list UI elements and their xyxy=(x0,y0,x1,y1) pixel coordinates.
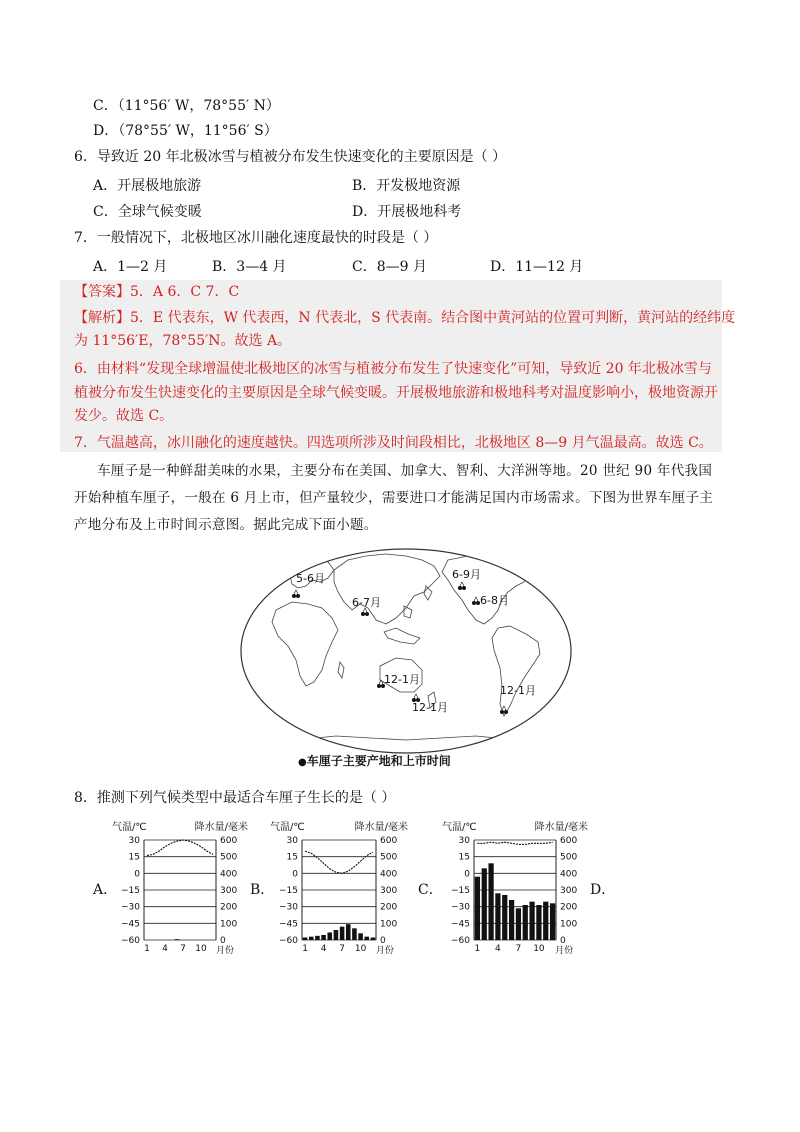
month-tick-label: 1 xyxy=(474,944,481,954)
precip-bar xyxy=(175,939,179,940)
precip-bar xyxy=(309,937,314,940)
passage-line-3: 产地分布及上市时间示意图。据此完成下面小题。 xyxy=(74,517,378,533)
answer-line: 【答案】5．A 6．C 7．C xyxy=(74,284,240,300)
month-tick-label: 10 xyxy=(195,944,207,954)
q6-stem: 6．导致近 20 年北极冰雪与植被分布发生快速变化的主要原因是（ ） xyxy=(74,149,507,165)
precip-bar xyxy=(543,902,548,940)
q8-option-c: C． xyxy=(418,882,443,898)
temp-axis-label: 气温/℃ xyxy=(442,822,477,833)
temp-tick-label: −30 xyxy=(279,902,298,913)
temp-tick-label: −45 xyxy=(451,919,470,930)
month-tick-label: 1 xyxy=(302,944,308,954)
precip-tick-label: 200 xyxy=(380,902,398,913)
temp-line xyxy=(477,842,552,844)
precip-bar xyxy=(346,924,351,940)
q6-option-b: B．开发极地资源 xyxy=(352,178,461,194)
analysis-line-3: 6．由材料“发现全球增温使北极地区的冰雪与植被分布发生了快速变化”可知，导致近 20 年北极冰雪与 xyxy=(74,361,712,377)
precip-tick-label: 100 xyxy=(380,919,398,930)
map-label: 12-1月 xyxy=(500,684,536,697)
q8-option-d: D． xyxy=(590,882,616,898)
map-label: 12-1月 xyxy=(412,701,448,714)
temp-axis-label: 气温/℃ xyxy=(112,822,147,833)
temp-line xyxy=(147,840,213,856)
precip-bar xyxy=(529,902,534,940)
temp-tick-label: −15 xyxy=(279,886,298,896)
q6-option-c: C．全球气候变暖 xyxy=(93,204,202,220)
temp-axis-label: 气温/℃ xyxy=(270,822,305,833)
temp-tick-label: −60 xyxy=(451,936,470,946)
month-tick-label: 10 xyxy=(533,944,545,954)
temp-tick-label: 30 xyxy=(458,836,470,846)
passage-line-1: 车厘子是一种鲜甜美味的水果，主要分布在美国、加拿大、智利、大洋洲等地。20 世纪 90 年代我国 xyxy=(97,463,713,479)
precip-bar xyxy=(550,903,555,940)
q7-option-d: D．11—12 月 xyxy=(490,259,584,275)
temp-tick-label: 30 xyxy=(286,836,298,846)
month-tick-label: 4 xyxy=(320,944,327,954)
q6-option-a: A．开展极地旅游 xyxy=(93,178,202,194)
precip-bar xyxy=(488,863,493,940)
precip-tick-label: 400 xyxy=(560,869,578,880)
map-label: 12-1月 xyxy=(384,673,420,686)
precip-tick-label: 600 xyxy=(380,836,398,846)
precip-tick-label: 100 xyxy=(220,919,238,930)
month-axis-label: 月份 xyxy=(216,946,235,956)
precip-tick-label: 0 xyxy=(220,936,226,946)
temp-tick-label: 0 xyxy=(134,869,140,880)
precip-tick-label: 600 xyxy=(220,836,238,846)
precip-tick-label: 500 xyxy=(380,852,398,863)
month-tick-label: 4 xyxy=(495,944,501,954)
precip-tick-label: 300 xyxy=(380,886,398,896)
precip-tick-label: 600 xyxy=(560,836,578,846)
precip-axis-label: 降水量/毫米 xyxy=(194,822,248,833)
q8-stem: 8．推测下列气候类型中最适合车厘子生长的是（ ） xyxy=(74,790,396,806)
precip-bar xyxy=(509,900,514,940)
temp-tick-label: −30 xyxy=(121,902,140,913)
q5-option-d: D．（78°55′ W，11°56′ S） xyxy=(93,123,278,139)
precip-bar xyxy=(364,937,369,940)
passage-line-2: 开始种植车厘子，一般在 6 月上市，但产量较少，需要进口才能满足国内市场需求。下图为世界车厘子主 xyxy=(74,490,714,506)
precip-tick-label: 500 xyxy=(220,852,238,863)
analysis-line-6: 7．气温越高，冰川融化的速度越快。四选项所涉及时间段相比，北极地区 8—9 月气温最高。故选 C。 xyxy=(74,435,713,451)
month-tick-label: 4 xyxy=(162,944,168,954)
world-cherry-map xyxy=(236,546,576,756)
precip-axis-label: 降水量/毫米 xyxy=(354,822,408,833)
precip-bar xyxy=(327,933,332,941)
precip-axis-label: 降水量/毫米 xyxy=(534,822,588,833)
precip-bar xyxy=(502,895,507,940)
precip-bar xyxy=(321,935,326,940)
precip-tick-label: 0 xyxy=(560,936,566,946)
month-tick-label: 1 xyxy=(144,944,150,954)
analysis-line-5: 发少。故选 C。 xyxy=(74,408,174,424)
precip-bar xyxy=(495,893,500,940)
climate-chart-c xyxy=(440,818,590,963)
q8-option-a: A． xyxy=(93,882,118,898)
cherry-icon: ● xyxy=(298,757,307,768)
temp-tick-label: −45 xyxy=(121,919,140,930)
temp-tick-label: −15 xyxy=(121,886,140,896)
q6-option-d: D．开展极地科考 xyxy=(352,204,462,220)
precip-bar xyxy=(303,938,308,941)
temp-tick-label: 30 xyxy=(128,836,140,846)
month-tick-label: 10 xyxy=(354,944,367,954)
precip-tick-label: 200 xyxy=(220,902,238,913)
map-label: 6-7月 xyxy=(352,596,381,609)
temp-tick-label: −15 xyxy=(451,886,470,896)
precip-bar xyxy=(371,938,376,941)
precip-tick-label: 0 xyxy=(380,936,386,946)
precip-bar xyxy=(482,868,487,940)
precip-tick-label: 400 xyxy=(220,869,238,880)
analysis-line-4: 植被分布发生快速变化的主要原因是全球气候变暖。开展极地旅游和极地科考对温度影响小，极地资源开 xyxy=(74,385,718,401)
q8-option-b: B． xyxy=(250,882,275,898)
analysis-line-2: 为 11°56′E，78°55′N。故选 A。 xyxy=(74,333,292,349)
precip-bar xyxy=(315,936,320,940)
climate-chart-a xyxy=(110,818,250,963)
temp-tick-label: 0 xyxy=(464,869,470,880)
precip-tick-label: 300 xyxy=(220,886,238,896)
month-axis-label: 月份 xyxy=(375,946,394,956)
temp-tick-label: 0 xyxy=(292,869,298,880)
temp-tick-label: 15 xyxy=(458,852,470,863)
precip-bar xyxy=(334,930,339,940)
month-tick-label: 7 xyxy=(180,944,186,954)
climate-chart-b xyxy=(268,818,410,963)
temp-tick-label: −45 xyxy=(279,919,298,930)
precip-bar xyxy=(516,908,521,940)
month-axis-label: 月份 xyxy=(555,946,574,956)
map-caption: ●车厘子主要产地和上市时间 xyxy=(298,754,451,768)
analysis-line-1: 【解析】5．E 代表东，W 代表西，N 代表北，S 代表南。结合图中黄河站的位置可判断，黄河站的经纬度 xyxy=(74,310,736,326)
temp-tick-label: −60 xyxy=(121,936,140,946)
precip-tick-label: 500 xyxy=(560,852,578,863)
month-tick-label: 7 xyxy=(339,944,345,954)
precip-tick-label: 300 xyxy=(560,886,578,896)
map-label: 6-8月 xyxy=(480,594,509,607)
precip-bar xyxy=(358,933,363,940)
temp-line xyxy=(305,851,373,873)
q7-option-a: A．1—2 月 xyxy=(93,259,168,275)
precip-tick-label: 400 xyxy=(380,869,398,880)
map-label: 6-9月 xyxy=(452,568,481,581)
q7-option-c: C．8—9 月 xyxy=(352,259,427,275)
precip-bar xyxy=(475,877,480,940)
precip-bar xyxy=(340,927,345,940)
precip-bar xyxy=(536,905,541,940)
temp-tick-label: −30 xyxy=(451,902,470,913)
precip-bar xyxy=(523,905,528,940)
month-tick-label: 7 xyxy=(515,944,522,954)
temp-tick-label: 15 xyxy=(286,852,298,863)
temp-tick-label: 15 xyxy=(128,852,140,863)
q5-option-c: C．（11°56′ W，78°55′ N） xyxy=(93,98,280,114)
q7-stem: 7．一般情况下，北极地区冰川融化速度最快的时段是（ ） xyxy=(74,230,438,246)
precip-bar xyxy=(352,928,357,940)
precip-tick-label: 100 xyxy=(560,919,578,930)
temp-tick-label: −60 xyxy=(279,936,298,946)
map-label: 5-6月 xyxy=(296,572,325,585)
precip-tick-label: 200 xyxy=(560,902,578,913)
q7-option-b: B．3—4 月 xyxy=(212,259,287,275)
